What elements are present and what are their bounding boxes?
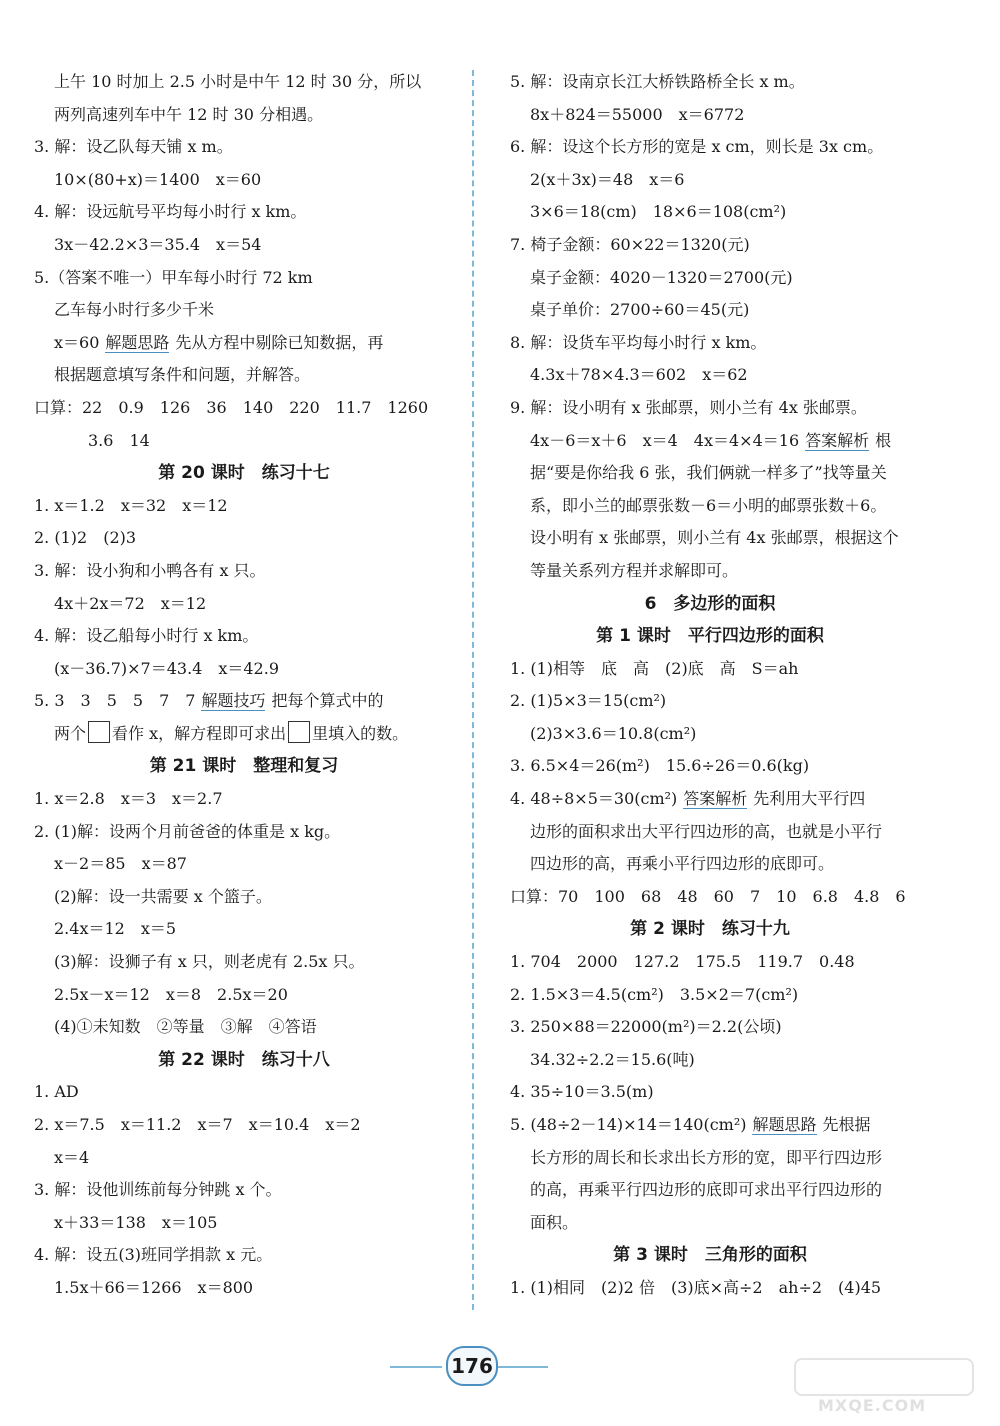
- answer-line: [34, 1239, 454, 1272]
- line-text: x＋33＝138 x＝105: [54, 1212, 218, 1232]
- right-column: [510, 66, 910, 1305]
- line-text: 2. (1)解：设两个月前爸爸的体重是 x kg。: [34, 821, 341, 841]
- answer-line: [510, 1272, 910, 1305]
- answer-line: [34, 620, 454, 653]
- answer-line: [510, 457, 910, 490]
- line-text: 上午 10 时加上 2.5 小时是中午 12 时 30 分，所以: [54, 72, 422, 91]
- page-footer: [0, 1344, 1000, 1384]
- answer-line: [510, 685, 910, 718]
- hint-tag: 解题思路: [105, 332, 170, 352]
- answer-line: [34, 164, 454, 197]
- answer-line: [510, 816, 910, 849]
- answer-line: [34, 913, 454, 946]
- line-text: 9. 解：设小明有 x 张邮票，则小兰有 4x 张邮票。: [510, 397, 867, 417]
- line-text: 2. (1)5×3＝15(cm²): [510, 691, 667, 711]
- answer-line: [510, 1011, 910, 1044]
- answer-line: [510, 99, 910, 132]
- answer-line: [510, 327, 910, 360]
- answer-line: [34, 522, 454, 555]
- answer-line: [510, 750, 910, 783]
- hint-tag: 答案解析: [683, 789, 748, 809]
- line-text: 面积。: [530, 1212, 579, 1232]
- line-text: x－2＝85 x＝87: [54, 854, 187, 874]
- line-text: 3. 解：设乙队每天铺 x m。: [34, 137, 233, 157]
- answer-line: [510, 979, 910, 1012]
- hint-text: 先根据: [822, 1115, 871, 1134]
- answer-line: [510, 1207, 910, 1240]
- answer-line: [34, 653, 454, 686]
- line-text: 3. 解：设他训练前每分钟跳 x 个。: [34, 1180, 282, 1200]
- line-text: 1. AD: [34, 1082, 79, 1102]
- line-text: 两个: [54, 723, 87, 743]
- line-text: 4. 解：设远航号平均每小时行 x km。: [34, 202, 307, 222]
- line-text: 看作 x，解方程即可求出: [112, 723, 287, 743]
- section-heading: [34, 1044, 454, 1077]
- answer-line: [510, 881, 910, 914]
- column-divider: [472, 70, 474, 1310]
- answer-line: [34, 555, 454, 588]
- answer-line: [510, 1142, 910, 1175]
- line-text: 2(x＋3x)＝48 x＝6: [530, 169, 685, 189]
- line-text: 的高，再乘平行四边形的底即可求出平行四边形的: [530, 1180, 883, 1200]
- line-text: 第 3 课时 三角形的面积: [613, 1245, 807, 1266]
- line-text: 系，即小兰的邮票张数－6＝小明的邮票张数＋6。: [530, 495, 887, 515]
- line-text: 边形的面积求出大平行四边形的高，也就是小平行: [530, 821, 883, 841]
- answer-line: [34, 816, 454, 849]
- line-text: 第 2 课时 练习十九: [630, 919, 790, 940]
- section-heading: [510, 620, 910, 653]
- answer-line: [510, 392, 910, 425]
- answer-line: [34, 1109, 454, 1142]
- footer-rule-right: [498, 1366, 548, 1368]
- hint-text: 先利用大平行四: [753, 789, 866, 809]
- answer-line: [510, 783, 910, 816]
- answer-line: [510, 294, 910, 327]
- line-text: 3. 250×88＝22000(m²)＝2.2(公顷): [510, 1017, 782, 1037]
- hint-tag: 答案解析: [805, 430, 870, 450]
- watermark-site: MXQE.COM: [818, 1396, 927, 1415]
- answer-line: [34, 1174, 454, 1207]
- line-text: (2)解：设一共需要 x 个篮子。: [54, 886, 272, 906]
- answer-line: [34, 131, 454, 164]
- line-text: 第 20 课时 练习十七: [158, 463, 330, 484]
- answer-line: [34, 685, 454, 718]
- section-heading: [510, 1239, 910, 1272]
- hint-text: 根: [875, 430, 892, 450]
- answer-line: [34, 425, 454, 458]
- line-text: (2)3×3.6＝10.8(cm²): [530, 723, 697, 743]
- answer-line: [510, 555, 910, 588]
- line-text: 根据题意填写条件和问题，并解答。: [54, 365, 311, 385]
- line-text: 桌子单价：2700÷60＝45(元): [530, 300, 750, 320]
- line-text: 等量关系列方程并求解即可。: [530, 560, 739, 580]
- answer-line: [510, 164, 910, 197]
- answer-line: [510, 946, 910, 979]
- line-text: 1. (1)相同 (2)2 倍 (3)底×高÷2 ah÷2 (4)45: [510, 1277, 882, 1297]
- line-text: 2. (1)2 (2)3: [34, 528, 137, 548]
- answer-line: [34, 294, 454, 327]
- answer-line: [34, 1272, 454, 1305]
- line-text: 5. 3 3 5 5 7 7: [34, 691, 196, 711]
- answer-line: [34, 783, 454, 816]
- line-text: 4. 解：设乙船每小时行 x km。: [34, 626, 259, 646]
- line-text: 3.6 14: [88, 430, 150, 450]
- line-text: 1. x＝2.8 x＝3 x＝2.7: [34, 789, 223, 809]
- answer-line: [510, 66, 910, 99]
- answer-line: [510, 718, 910, 751]
- line-text: 10×(80+x)＝1400 x＝60: [54, 169, 262, 189]
- hint-text: 先从方程中剔除已知数据，再: [175, 332, 384, 352]
- answer-line: [34, 359, 454, 392]
- line-text: 口算：70 100 68 48 60 7 10 6.8 4.8 6: [510, 886, 906, 906]
- answer-line: [510, 1109, 910, 1142]
- answer-line: [510, 425, 910, 458]
- hint-tag: 解题技巧: [201, 691, 266, 711]
- answer-line: [510, 1044, 910, 1077]
- line-text: 第 1 课时 平行四边形的面积: [596, 626, 824, 647]
- answer-line: [510, 848, 910, 881]
- answer-line: [34, 1142, 454, 1175]
- hint-text: 把每个算式中的: [271, 691, 384, 711]
- line-text: 8. 解：设货车平均每小时行 x km。: [510, 332, 767, 352]
- line-text: 5.（答案不唯一）甲车每小时行 72 km: [34, 267, 313, 287]
- answer-line: [34, 718, 454, 751]
- line-text: 2. 1.5×3＝4.5(cm²) 3.5×2＝7(cm²): [510, 984, 799, 1004]
- line-text: 桌子金额：4020－1320＝2700(元): [530, 267, 793, 287]
- answer-line: [510, 1174, 910, 1207]
- line-text: 里填入的数。: [312, 723, 409, 743]
- section-heading: [34, 457, 454, 490]
- line-text: 第 21 课时 整理和复习: [149, 756, 339, 777]
- answer-line: [510, 1076, 910, 1109]
- line-text: 乙车每小时行多少千米: [54, 300, 215, 320]
- hint-tag: 解题思路: [752, 1115, 817, 1134]
- line-text: 3x－42.2×3＝35.4 x＝54: [54, 234, 262, 254]
- answer-line: [510, 359, 910, 392]
- answer-line: [34, 229, 454, 262]
- line-text: 1. 704 2000 127.2 175.5 119.7 0.48: [510, 952, 855, 972]
- answer-line: [510, 229, 910, 262]
- answer-line: [34, 262, 454, 295]
- answer-line: [34, 588, 454, 621]
- line-text: 5. 解：设南京长江大桥铁路桥全长 x m。: [510, 72, 805, 91]
- answer-line: [34, 1207, 454, 1240]
- section-heading: [510, 588, 910, 621]
- answer-line: [510, 196, 910, 229]
- answer-line: [510, 522, 910, 555]
- line-text: 设小明有 x 张邮票，则小兰有 4x 张邮票，根据这个: [530, 528, 899, 548]
- line-text: 8x＋824＝55000 x＝6772: [530, 104, 745, 124]
- line-text: x＝60: [54, 332, 100, 352]
- line-text: 2. x＝7.5 x＝11.2 x＝7 x＝10.4 x＝2: [34, 1115, 361, 1134]
- line-text: (3)解：设狮子有 x 只，则老虎有 2.5x 只。: [54, 952, 365, 972]
- answer-line: [34, 881, 454, 914]
- line-text: 4x＋2x＝72 x＝12: [54, 593, 207, 613]
- answer-line: [510, 262, 910, 295]
- blank-box: [88, 721, 110, 743]
- answer-line: [34, 1011, 454, 1044]
- answer-line: [34, 490, 454, 523]
- answer-line: [34, 196, 454, 229]
- section-heading: [510, 913, 910, 946]
- line-text: (4)①未知数 ②等量 ③解 ④答语: [54, 1017, 317, 1037]
- line-text: 4. 48÷8×5＝30(cm²): [510, 789, 678, 809]
- line-text: 5. (48÷2－14)×14＝140(cm²): [510, 1115, 747, 1134]
- line-text: 1. x＝1.2 x＝32 x＝12: [34, 495, 228, 515]
- left-column: [34, 66, 454, 1305]
- answer-line: [510, 653, 910, 686]
- line-text: 7. 椅子金额：60×22＝1320(元): [510, 234, 750, 254]
- line-text: (x－36.7)×7＝43.4 x＝42.9: [54, 658, 279, 678]
- line-text: 6 多边形的面积: [644, 593, 776, 614]
- line-text: 4. 解：设五(3)班同学捐款 x 元。: [34, 1245, 273, 1265]
- line-text: 2.4x＝12 x＝5: [54, 919, 177, 939]
- line-text: 第 22 课时 练习十八: [158, 1049, 330, 1070]
- answer-line: [34, 392, 454, 425]
- line-text: 3. 解：设小狗和小鸭各有 x 只。: [34, 560, 266, 580]
- line-text: 3×6＝18(cm) 18×6＝108(cm²): [530, 202, 787, 222]
- answer-line: [34, 1076, 454, 1109]
- answer-line: [510, 490, 910, 523]
- line-text: 4x－6＝x＋6 x＝4 4x＝4×4＝16: [530, 430, 800, 450]
- line-text: x＝4: [54, 1147, 90, 1167]
- page-number: 176: [446, 1346, 498, 1386]
- answer-line: [34, 979, 454, 1012]
- blank-box: [288, 721, 310, 743]
- answer-line: [34, 327, 454, 360]
- line-text: 6. 解：设这个长方形的宽是 x cm，则长是 3x cm。: [510, 137, 884, 157]
- line-text: 两列高速列车中午 12 时 30 分相遇。: [54, 104, 324, 124]
- line-text: 3. 6.5×4＝26(m²) 15.6÷26＝0.6(kg): [510, 756, 810, 776]
- answer-line: [34, 66, 454, 99]
- line-text: 1. (1)相等 底 高 (2)底 高 S＝ah: [510, 658, 799, 678]
- answer-line: [510, 131, 910, 164]
- line-text: 2.5x－x＝12 x＝8 2.5x＝20: [54, 984, 288, 1004]
- line-text: 据“要是你给我 6 张，我们俩就一样多了”找等量关: [530, 463, 887, 483]
- line-text: 4. 35÷10＝3.5(m): [510, 1082, 654, 1102]
- line-text: 四边形的高，再乘小平行四边形的底即可。: [530, 854, 835, 874]
- line-text: 34.32÷2.2＝15.6(吨): [530, 1049, 695, 1069]
- answer-line: [34, 946, 454, 979]
- footer-rule-left: [390, 1366, 442, 1368]
- line-text: 长方形的周长和长求出长方形的宽，即平行四边形: [530, 1147, 883, 1167]
- line-text: 口算：22 0.9 126 36 140 220 11.7 1260: [34, 397, 429, 417]
- answer-line: [34, 848, 454, 881]
- section-heading: [34, 750, 454, 783]
- line-text: 4.3x＋78×4.3＝602 x＝62: [530, 365, 748, 385]
- answer-line: [34, 99, 454, 132]
- line-text: 1.5x＋66＝1266 x＝800: [54, 1277, 254, 1297]
